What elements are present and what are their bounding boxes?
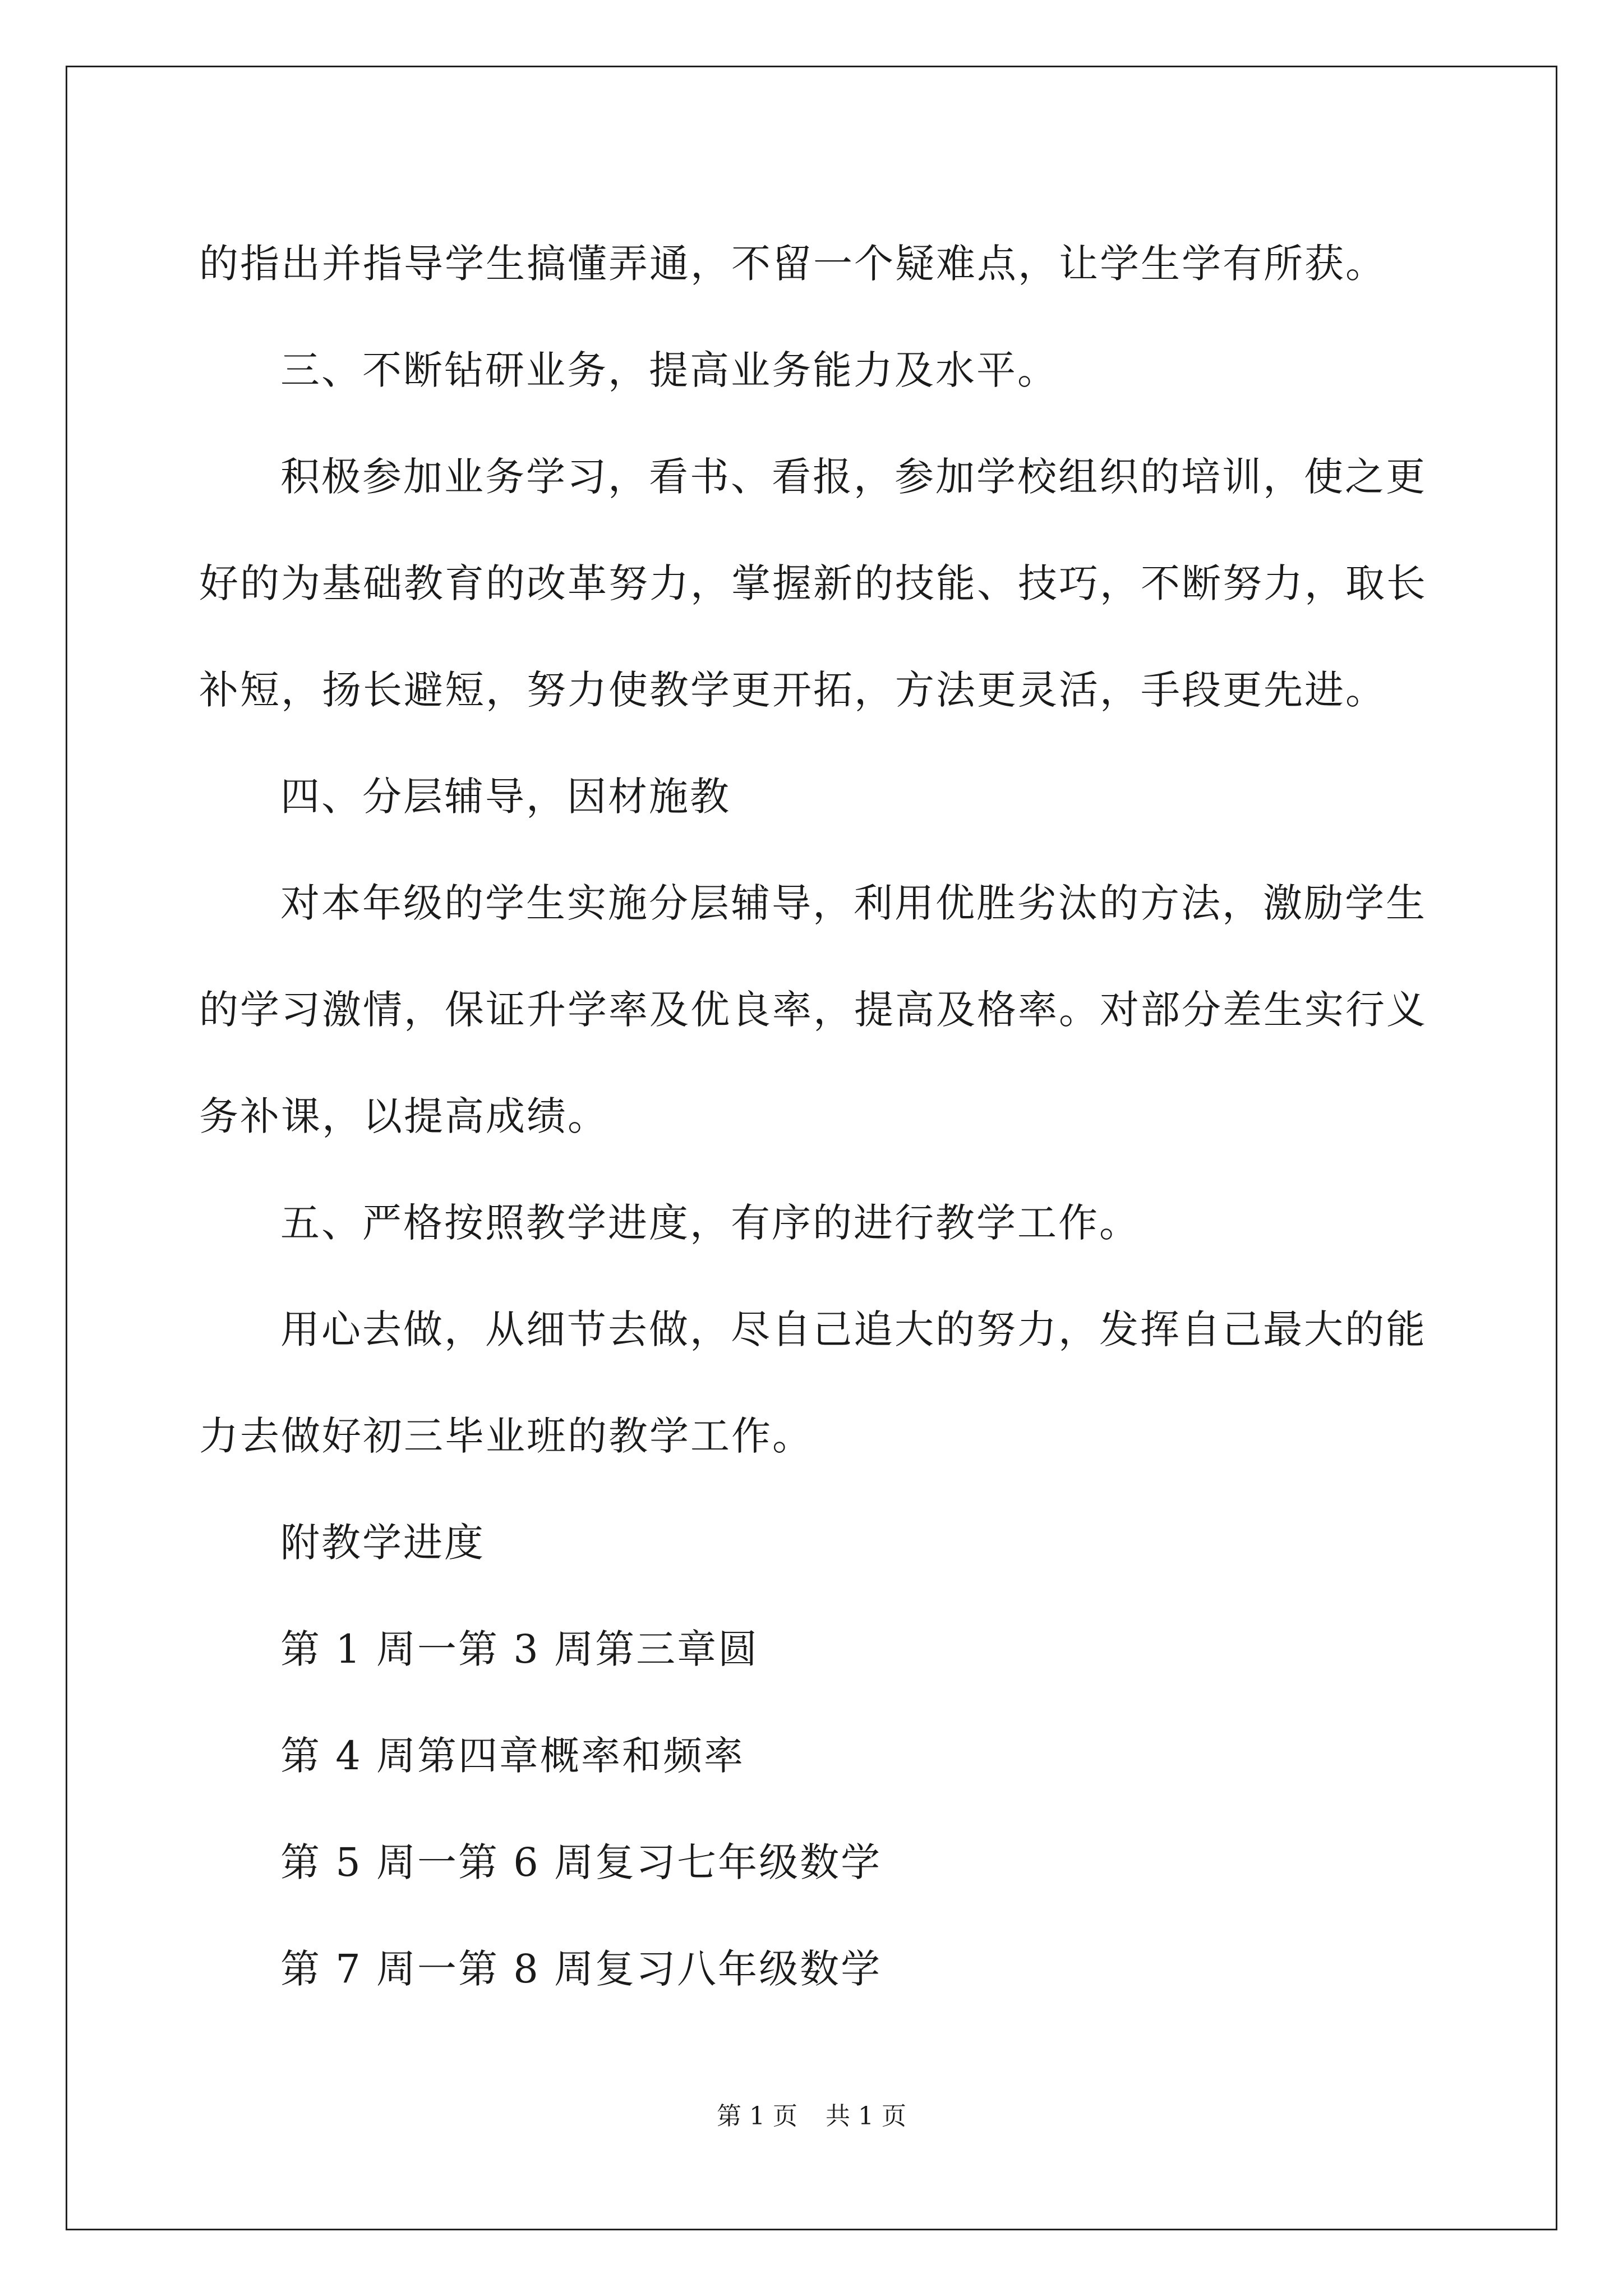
schedule-item: 第 1 周一第 3 周第三章圆 [280, 1626, 759, 1672]
paragraph-line: 补短，扬长避短，努力使教学更开拓，方法更灵活，手段更先进。 [199, 667, 1386, 713]
schedule-item: 第 5 周一第 6 周复习七年级数学 [280, 1839, 882, 1885]
document-body [199, 210, 1427, 2022]
schedule-item: 第 4 周第四章概率和频率 [280, 1733, 745, 1779]
paragraph-line: 力去做好初三毕业班的教学工作。 [199, 1413, 813, 1459]
paragraph-line: 用心去做，从细节去做，尽自己追大的努力，发挥自己最大的能 [280, 1306, 1427, 1352]
page-footer [0, 2100, 1623, 2133]
paragraph-line: 对本年级的学生实施分层辅导，利用优胜劣汰的方法，激励学生 [280, 880, 1427, 926]
paragraph-line: 务补课，以提高成绩。 [199, 1093, 608, 1139]
section-heading-5: 五、严格按照教学进度，有序的进行教学工作。 [280, 1200, 1140, 1246]
schedule-item: 第 7 周一第 8 周复习八年级数学 [280, 1946, 882, 1992]
page-total: 共 1 页 [826, 2102, 906, 2131]
section-heading-3: 三、不断钻研业务，提高业务能力及水平。 [280, 347, 1058, 393]
paragraph-line: 的指出并指导学生搞懂弄通，不留一个疑难点，让学生学有所获。 [199, 241, 1386, 287]
paragraph-line: 好的为基础教育的改革努力，掌握新的技能、技巧，不断努力，取长 [199, 560, 1427, 606]
schedule-heading: 附教学进度 [280, 1520, 485, 1566]
paragraph-line: 的学习激情，保证升学率及优良率，提高及格率。对部分差生实行义 [199, 987, 1427, 1033]
section-heading-4: 四、分层辅导，因材施教 [280, 774, 731, 820]
paragraph-line: 积极参加业务学习，看书、看报，参加学校组织的培训，使之更 [280, 454, 1427, 500]
page-number: 第 1 页 [717, 2102, 797, 2131]
